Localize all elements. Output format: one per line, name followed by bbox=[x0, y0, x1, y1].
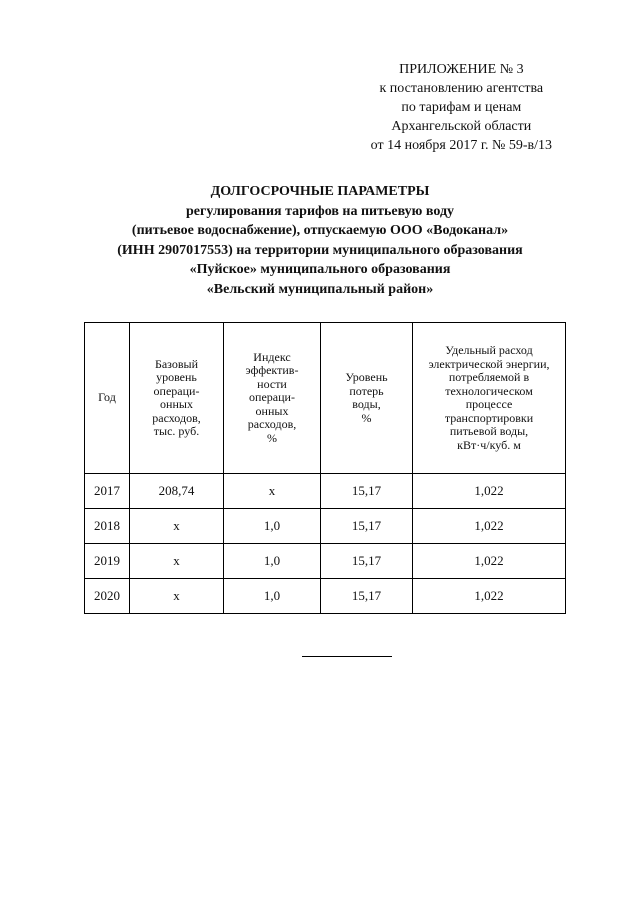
cell-energy-consumption: 1,022 bbox=[413, 579, 566, 614]
cell-energy-consumption: 1,022 bbox=[413, 509, 566, 544]
parameters-table bbox=[84, 322, 566, 614]
annex-line: к постановлению агентства bbox=[379, 81, 544, 96]
table-row bbox=[85, 474, 566, 509]
annex-line: Архангельской области bbox=[391, 119, 532, 134]
cell-water-loss: 15,17 bbox=[321, 509, 413, 544]
title-line: «Пуйское» муниципального образования bbox=[189, 262, 451, 277]
cell-year: 2020 bbox=[85, 579, 130, 614]
cell-water-loss: 15,17 bbox=[321, 579, 413, 614]
annex-number: ПРИЛОЖЕНИЕ № 3 bbox=[399, 62, 524, 77]
closing-separator-line bbox=[302, 656, 392, 657]
title-line: ДОЛГОСРОЧНЫЕ ПАРАМЕТРЫ bbox=[210, 184, 430, 199]
cell-base-opex: 208,74 bbox=[130, 474, 224, 509]
cell-energy-consumption: 1,022 bbox=[413, 544, 566, 579]
header-base-opex: Базовый уровень операци- онных расходов, тыс. руб. bbox=[130, 323, 224, 474]
header-year: Год bbox=[85, 323, 130, 474]
annex-block bbox=[371, 60, 552, 155]
table-row bbox=[85, 509, 566, 544]
title-line: регулирования тарифов на питьевую воду bbox=[185, 203, 455, 219]
cell-base-opex: x bbox=[130, 509, 224, 544]
cell-base-opex: x bbox=[130, 544, 224, 579]
cell-water-loss: 15,17 bbox=[321, 544, 413, 579]
header-efficiency-index: Индекс эффектив- ности операци- онных расходов, % bbox=[224, 323, 321, 474]
document-title bbox=[0, 182, 640, 299]
title-line: «Вельский муниципальный район» bbox=[206, 281, 434, 297]
cell-efficiency-index: 1,0 bbox=[224, 544, 321, 579]
table-row bbox=[85, 544, 566, 579]
cell-base-opex: x bbox=[130, 579, 224, 614]
title-line: (питьевое водоснабжение), отпускаемую ООО «Водоканал» bbox=[131, 223, 509, 238]
header-energy-consumption: Удельный расход электрической энергии, потребляемой в технологическом процессе транспортировки питьевой воды, кВт·ч/куб. м bbox=[413, 323, 566, 474]
cell-year: 2018 bbox=[85, 509, 130, 544]
title-line: (ИНН 2907017553) на территории муниципального образования bbox=[117, 242, 523, 258]
table-header-row bbox=[85, 323, 566, 474]
annex-line: по тарифам и ценам bbox=[401, 100, 522, 115]
table-row bbox=[85, 579, 566, 614]
cell-efficiency-index: 1,0 bbox=[224, 579, 321, 614]
cell-efficiency-index: 1,0 bbox=[224, 509, 321, 544]
cell-year: 2019 bbox=[85, 544, 130, 579]
header-water-loss: Уровень потерь воды, % bbox=[321, 323, 413, 474]
cell-efficiency-index: x bbox=[224, 474, 321, 509]
cell-energy-consumption: 1,022 bbox=[413, 474, 566, 509]
cell-year: 2017 bbox=[85, 474, 130, 509]
cell-water-loss: 15,17 bbox=[321, 474, 413, 509]
annex-date: от 14 ноября 2017 г. № 59-в/13 bbox=[370, 138, 552, 153]
